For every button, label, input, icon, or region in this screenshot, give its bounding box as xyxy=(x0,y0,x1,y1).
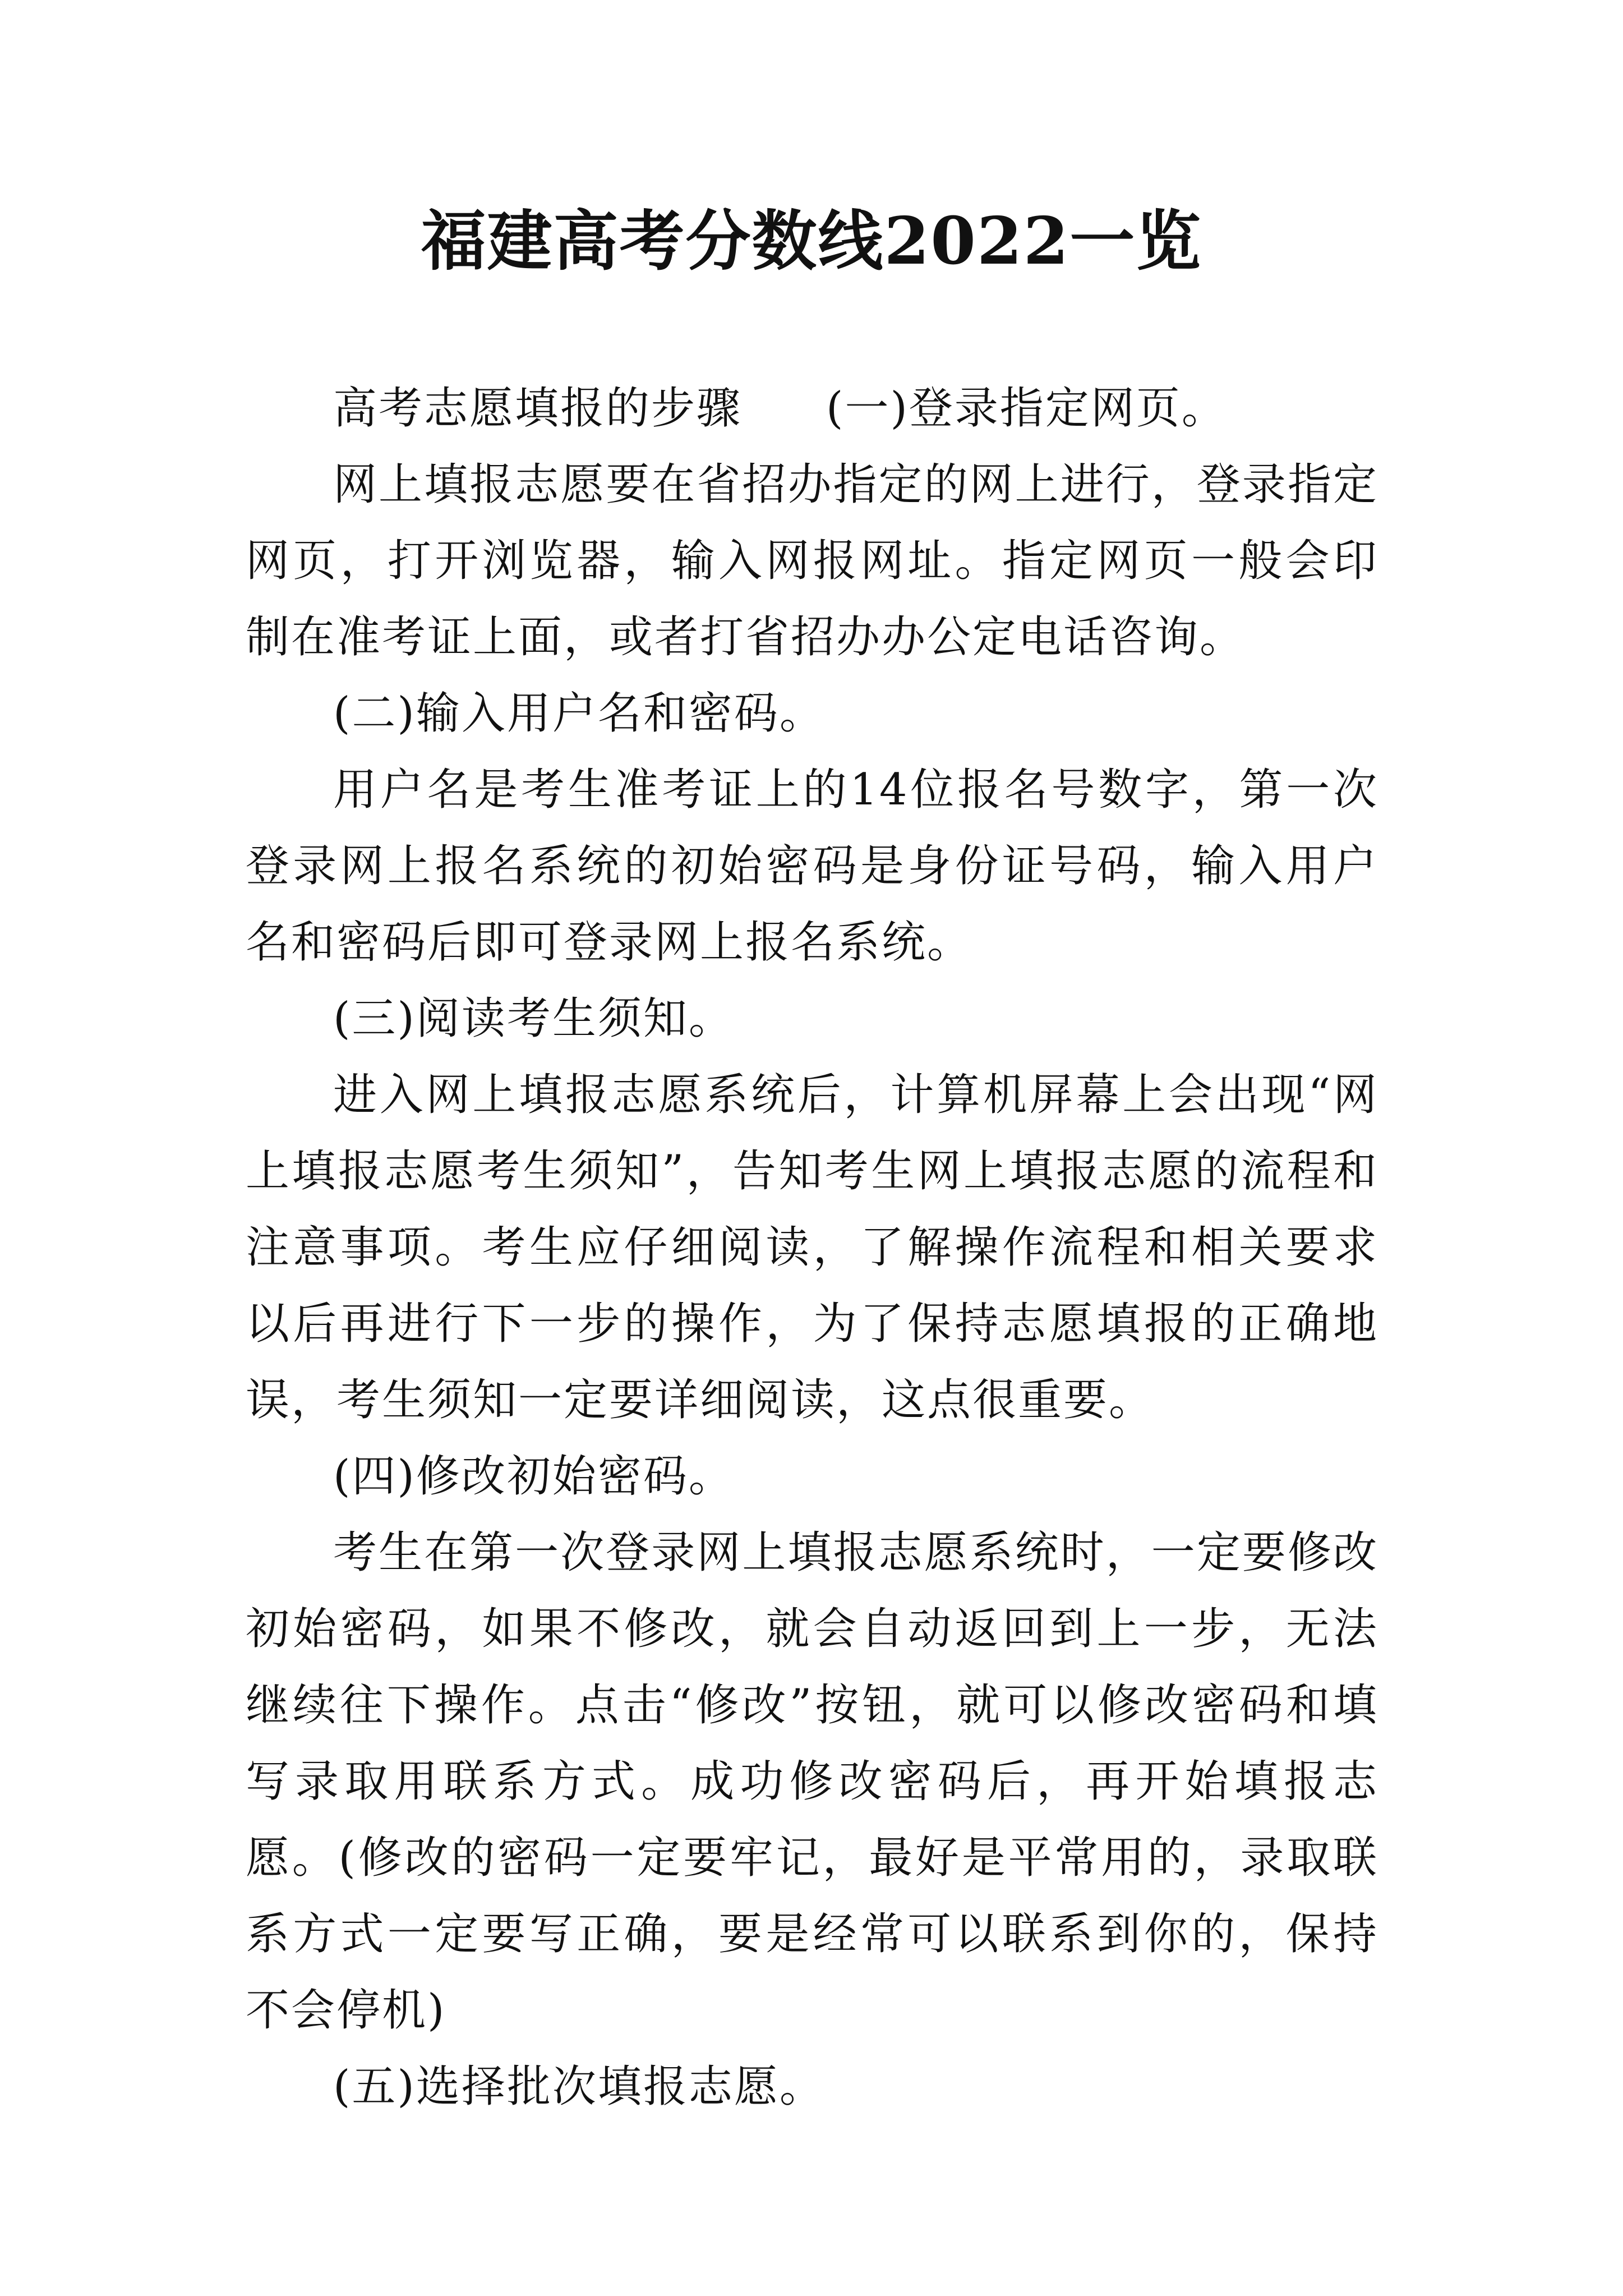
paragraph-step-4-heading: (四)修改初始密码。 xyxy=(333,1451,734,1502)
paragraph-step-3-body: 进入网上填报志愿系统后，计算机屏幕上会出现“网上填报志愿考生须知”，告知考生网上填报志愿的流程和注意事项。考生应仔细阅读，了解操作流程和相关要求以后再进行下一步的操作，为了保持志愿填报的正确地误，考生须知一定要详细阅读，这点很重要。 xyxy=(246,1070,1378,1425)
paragraph-step-3-heading: (三)阅读考生须知。 xyxy=(333,993,734,1044)
step-1-heading: (一)登录指定网页。 xyxy=(826,383,1227,434)
document-title: 福建高考分数线2022一览 xyxy=(421,203,1202,279)
paragraph-step-1-body: 网上填报志愿要在省招办指定的网上进行，登录指定网页，打开浏览器，输入网报网址。指定网页一般会印制在准考证上面，或者打省招办办公定电话咨询。 xyxy=(246,459,1378,662)
paragraph-intro xyxy=(246,370,1378,447)
document-body xyxy=(246,370,1378,2125)
paragraph-step-2-body: 用户名是考生准考证上的14位报名号数字，第一次登录网上报名系统的初始密码是身份证号码，输入用户名和密码后即可登录网上报名系统。 xyxy=(246,765,1378,968)
intro-heading: 高考志愿填报的步骤 xyxy=(333,383,743,434)
paragraph-step-2-heading: (二)输入用户名和密码。 xyxy=(333,688,825,739)
paragraph-step-4-body: 考生在第一次登录网上填报志愿系统时，一定要修改初始密码，如果不修改，就会自动返回到上一步，无法继续往下操作。点击“修改”按钮，就可以修改密码和填写录取用联系方式。成功修改密码后，再开始填报志愿。(修改的密码一定要牢记，最好是平常用的，录取联系方式一定要写正确，要是经常可以联系到你的，保持不会停机) xyxy=(246,1527,1378,2036)
paragraph-step-5-heading: (五)选择批次填报志愿。 xyxy=(333,2062,825,2112)
